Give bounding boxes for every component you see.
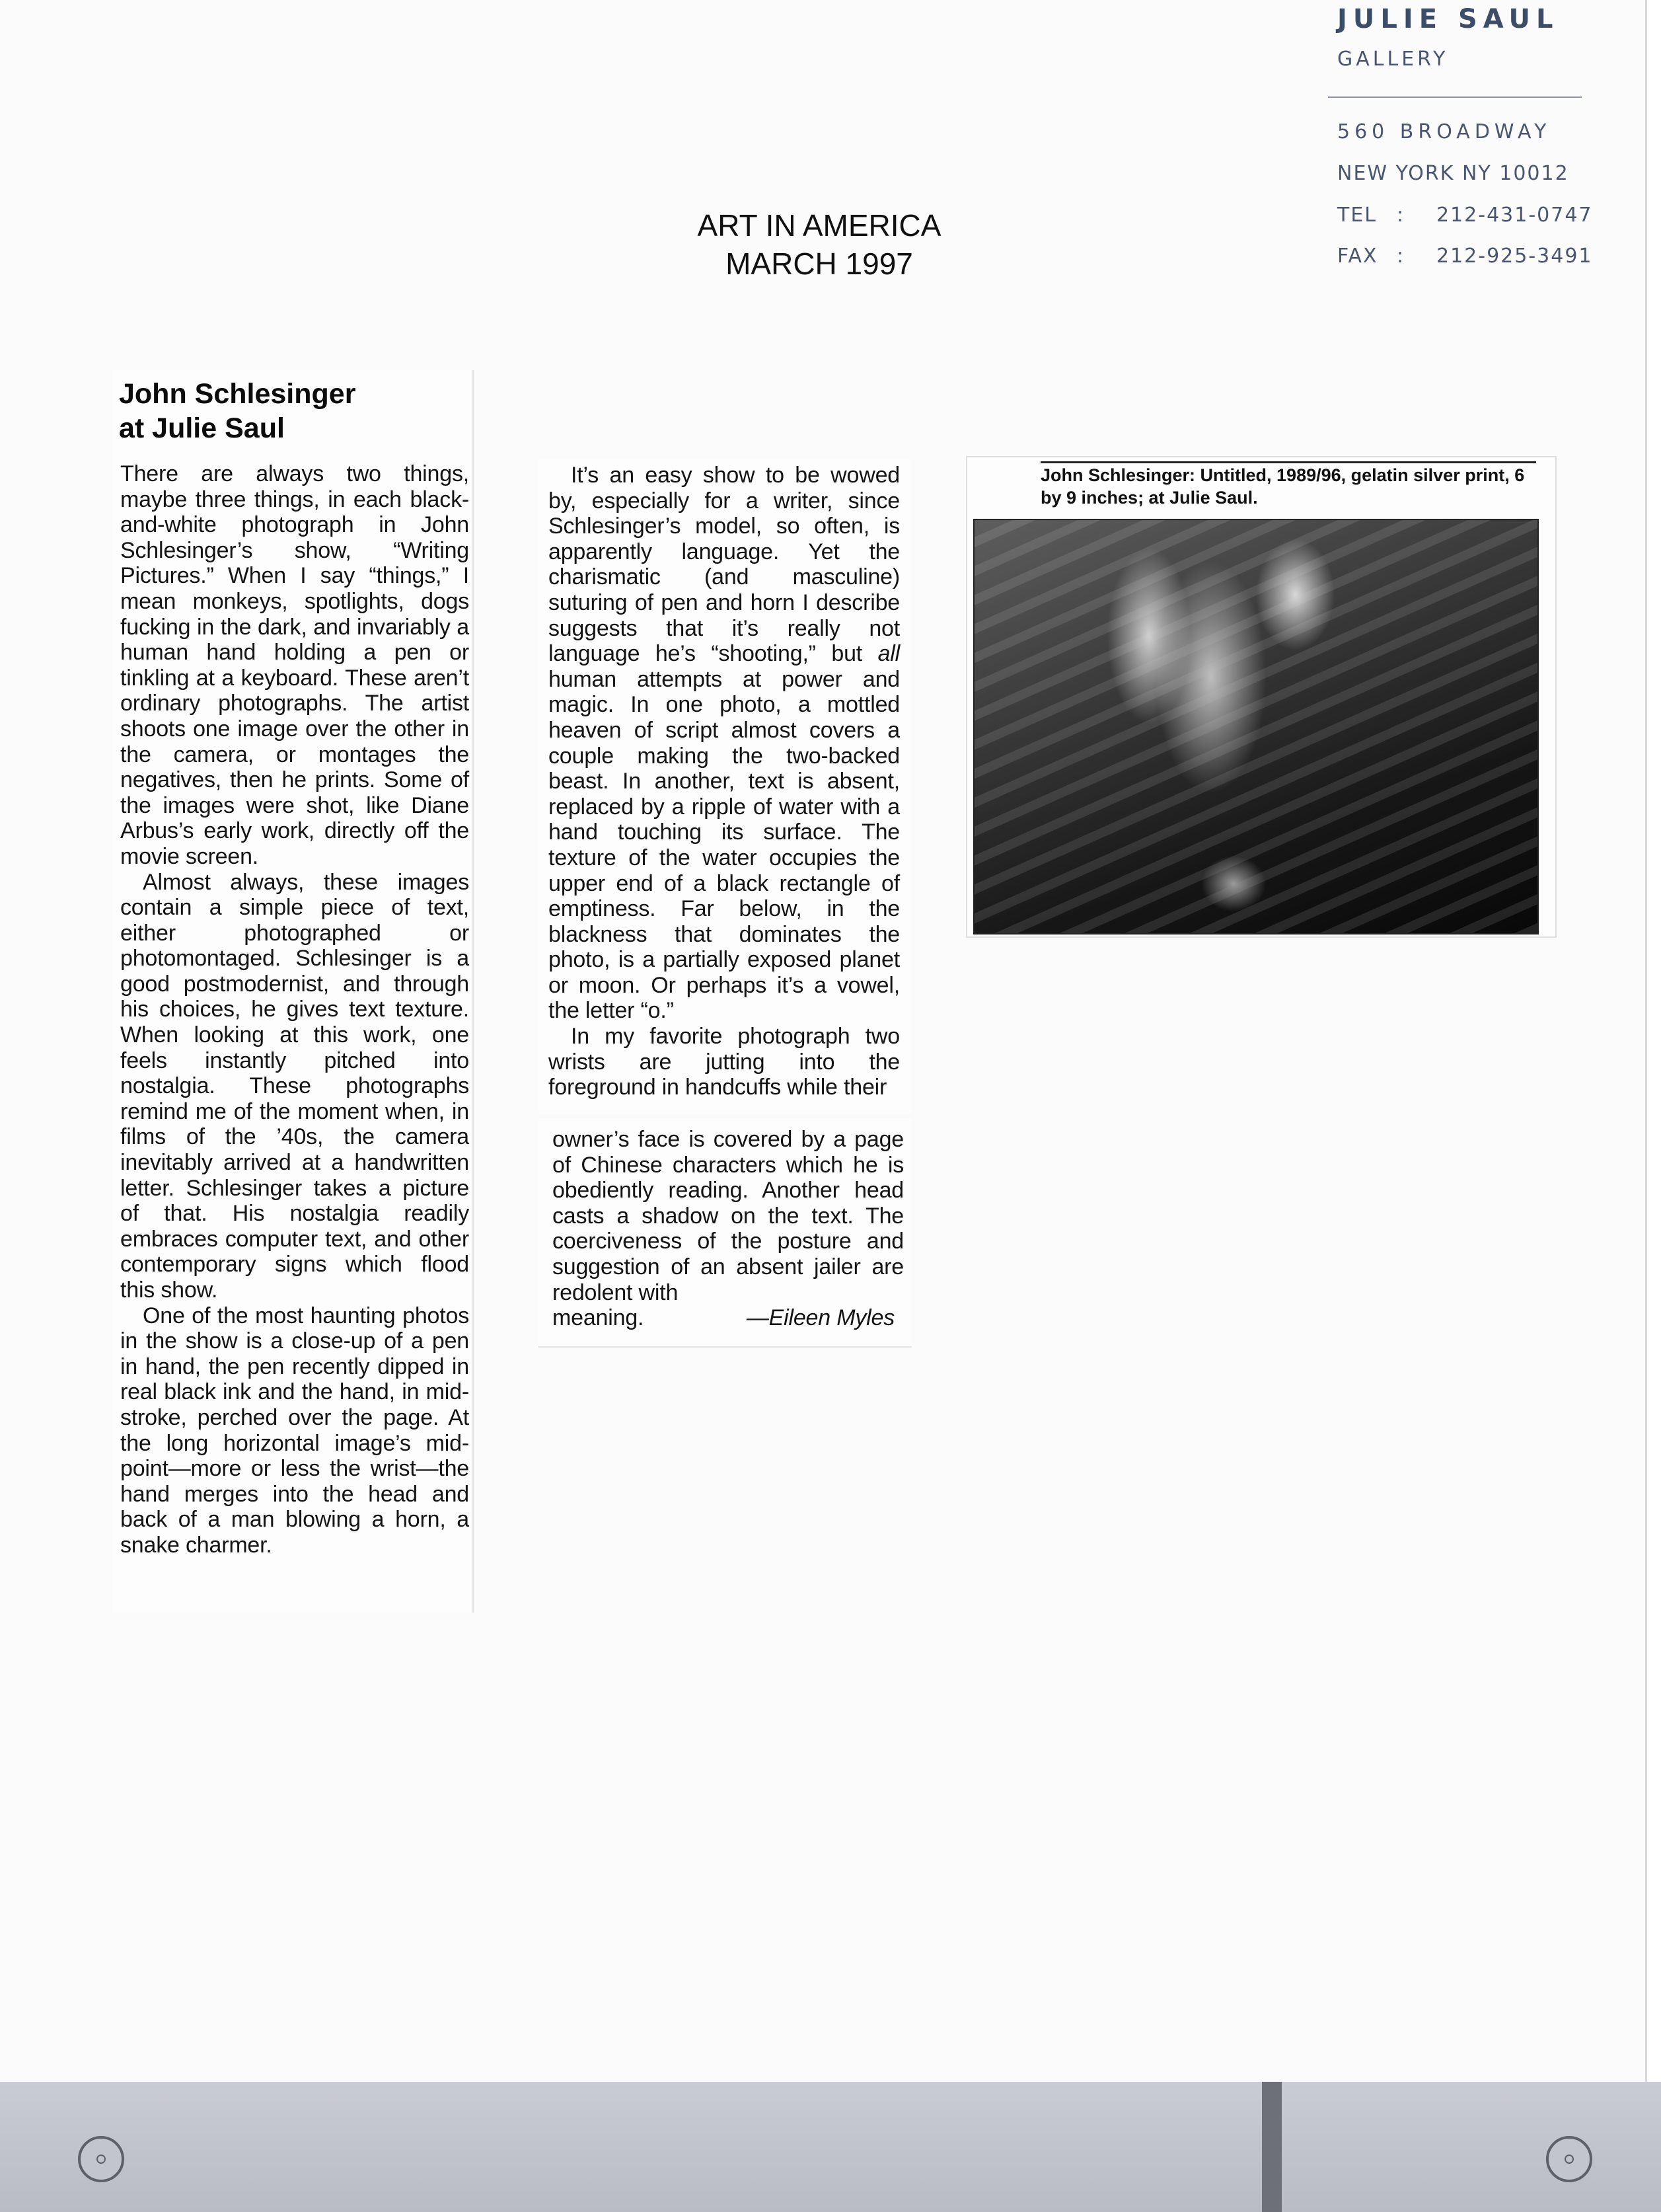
publication-masthead bbox=[661, 206, 978, 283]
fax-separator: : bbox=[1397, 245, 1405, 268]
article-last-word: meaning. bbox=[552, 1305, 644, 1331]
caption-rule bbox=[1041, 461, 1536, 463]
article-headline bbox=[119, 377, 462, 445]
tel-label: TEL bbox=[1337, 204, 1377, 227]
gallery-name: JULIE SAUL bbox=[1337, 4, 1559, 34]
gallery-telephone bbox=[1337, 204, 1593, 227]
publication-name: ART IN AMERICA bbox=[697, 208, 941, 243]
tel-separator: : bbox=[1397, 204, 1405, 227]
gallery-fax bbox=[1337, 245, 1593, 268]
article-paragraph-2: Almost always, these images contain a simple piece of text, either photographed or photomontaged. Schlesinger is a good postmodernist, and through his choices, he gives text texture. When looking at this work, one feels instantly pitched into nostalgia. These photographs remind me of the moment when, in films of the ’40s, the camera inevitably arrived at a handwritten letter. Schlesinger takes a picture of that. His nostalgia readily embraces computer text, and other contemporary signs which flood this show. bbox=[120, 869, 469, 1303]
scanner-divider bbox=[1262, 2082, 1282, 2212]
scanner-knob-right-icon bbox=[1546, 2136, 1592, 2182]
tel-number: 212-431-0747 bbox=[1436, 204, 1593, 227]
gallery-street: 560 BROADWAY bbox=[1337, 120, 1551, 143]
paragraph-4-emphasis: all bbox=[877, 641, 900, 667]
scanner-knob-left-icon bbox=[78, 2136, 124, 2182]
letterhead-divider bbox=[1328, 96, 1582, 98]
scanner-bed bbox=[0, 2082, 1661, 2212]
headline-line-2: at Julie Saul bbox=[119, 412, 285, 444]
artwork-photograph bbox=[973, 519, 1539, 934]
article-column-3 bbox=[552, 1127, 904, 1331]
fax-number: 212-925-3491 bbox=[1436, 245, 1593, 268]
article-paragraph-1: There are always two things, maybe three things, in each black-and-white photograph in John Schlesinger’s show, “Writing Pictures.” When I say “things,” I mean monkeys, spotlights, dogs fucking in the dark, and invariably a human hand holding a pen or tinkling at a keyboard. These aren’t ordinary photographs. The artist shoots one image over the other in the camera, or montages the negatives, then he prints. Some of the images were shot, like Diane Arbus’s early work, directly off the movie screen. bbox=[120, 461, 469, 869]
photo-caption: John Schlesinger: Untitled, 1989/96, gelatin silver print, 6 by 9 inches; at Julie Saul. bbox=[1041, 465, 1525, 508]
fax-label: FAX bbox=[1337, 245, 1378, 268]
publication-date: MARCH 1997 bbox=[725, 247, 913, 281]
article-paragraph-4 bbox=[548, 463, 900, 1024]
article-paragraph-6: owner’s face is covered by a page of Chinese characters which he is obediently reading. Another head casts a shadow on the text. The coerciveness of the posture and suggestion of an absent jailer are redolent with bbox=[552, 1127, 904, 1305]
gallery-city: NEW YORK NY 10012 bbox=[1337, 162, 1569, 185]
article-byline: —Eileen Myles bbox=[746, 1305, 895, 1331]
headline-line-1: John Schlesinger bbox=[119, 378, 356, 410]
article-column-2 bbox=[548, 463, 900, 1100]
article-column-1 bbox=[120, 461, 469, 1558]
paragraph-4-start: It’s an easy show to be wowed by, especially for a writer, since Schlesinger’s model, so often, is apparently language. Yet the charismatic (and masculine) suturing of pen and horn I describe suggests that it’s really not language he’s “shooting,” but bbox=[548, 463, 900, 667]
article-paragraph-3: One of the most haunting photos in the show is a close-up of a pen in hand, the pen recently dipped in real black ink and the hand, in mid-stroke, perched over the page. At the long horizontal image’s mid-point—more or less the wrist—the hand merges into the head and back of a man blowing a horn, a snake charmer. bbox=[120, 1303, 469, 1558]
paragraph-4-end: human attempts at power and magic. In one photo, a mottled heaven of script almost covers a couple making the two-backed beast. In another, text is absent, replaced by a ripple of water with a hand touching its surface. The texture of the water occupies the upper end of a black rectangle of emptiness. Far below, in the blackness that dominates the photo, is a partially exposed planet or moon. Or perhaps it’s a vowel, the letter “o.” bbox=[548, 666, 900, 1024]
closing-line bbox=[552, 1305, 904, 1331]
gallery-subtitle: GALLERY bbox=[1337, 48, 1449, 71]
article-paragraph-5: In my favorite photograph two wrists are jutting into the foreground in handcuffs while their bbox=[548, 1024, 900, 1100]
